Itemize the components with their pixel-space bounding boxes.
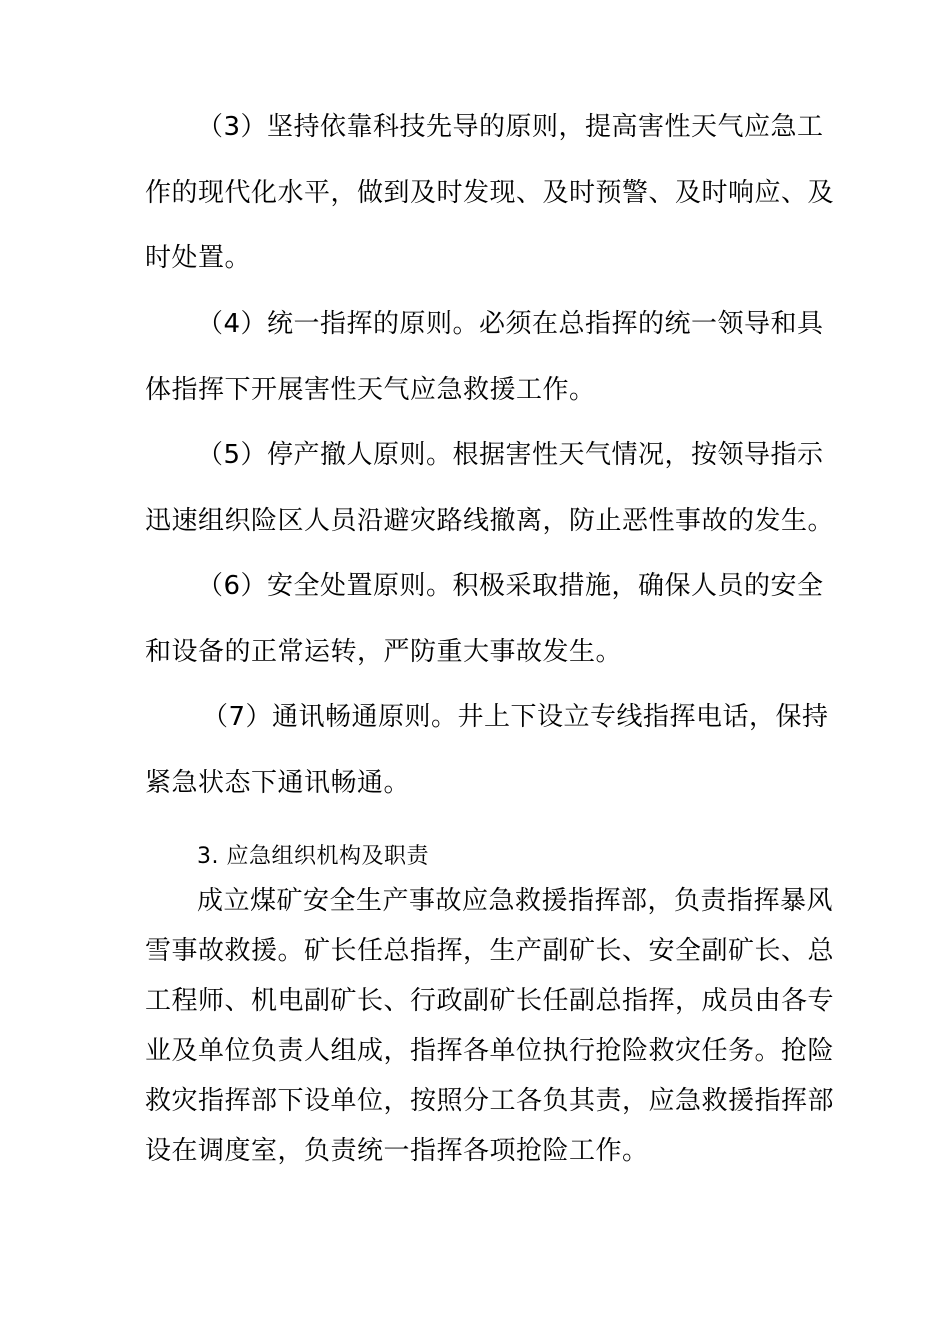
principle-paragraph-5 [145, 440, 835, 571]
paragraph-line: 工程师、机电副矿长、行政副矿长任副总指挥，成员由各专 [145, 986, 835, 1016]
principle-paragraph-4 [145, 309, 825, 440]
paragraph-line: 体指挥下开展害性天气应急救援工作。 [145, 374, 596, 405]
principle-paragraph-3 [145, 112, 835, 309]
paragraph-line: （7）通讯畅通原则。井上下设立专线指挥电话，保持 [202, 702, 829, 732]
paragraph-line: 雪事故救援。矿长任总指挥，生产副矿长、安全副矿长、总 [145, 936, 835, 966]
paragraph-line: 紧急状态下通讯畅通。 [145, 767, 411, 798]
paragraph-line: （4）统一指挥的原则。必须在总指挥的统一领导和具 [197, 309, 824, 339]
principle-paragraph-7 [145, 702, 829, 833]
paragraph-line: （5）停产撤人原则。根据害性天气情况，按领导指示 [197, 440, 824, 470]
principle-paragraph-6 [145, 571, 825, 702]
paragraph-line: 业及单位负责人组成，指挥各单位执行抢险救灾任务。抢险 [145, 1036, 835, 1066]
paragraph-line: 成立煤矿安全生产事故应急救援指挥部，负责指挥暴风 [197, 886, 834, 916]
paragraph-line: （6）安全处置原则。积极采取措施，确保人员的安全 [197, 571, 824, 601]
paragraph-line: 作的现代化水平，做到及时发现、及时预警、及时响应、及 [145, 177, 835, 208]
paragraph-line: 时处置。 [145, 243, 252, 273]
section-body-paragraph [145, 886, 835, 1186]
paragraph-line: 设在调度室，负责统一指挥各项抢险工作。 [145, 1136, 649, 1166]
paragraph-line: 救灾指挥部下设单位，按照分工各负其责，应急救援指挥部 [145, 1086, 835, 1116]
paragraph-line: 和设备的正常运转，严防重大事故发生。 [145, 636, 623, 667]
section-heading: 3. 应急组织机构及职责 [197, 844, 429, 869]
paragraph-line: （3）坚持依靠科技先导的原则，提高害性天气应急工 [197, 112, 824, 142]
paragraph-line: 迅速组织险区人员沿避灾路线撤离，防止恶性事故的发生。 [145, 505, 835, 536]
